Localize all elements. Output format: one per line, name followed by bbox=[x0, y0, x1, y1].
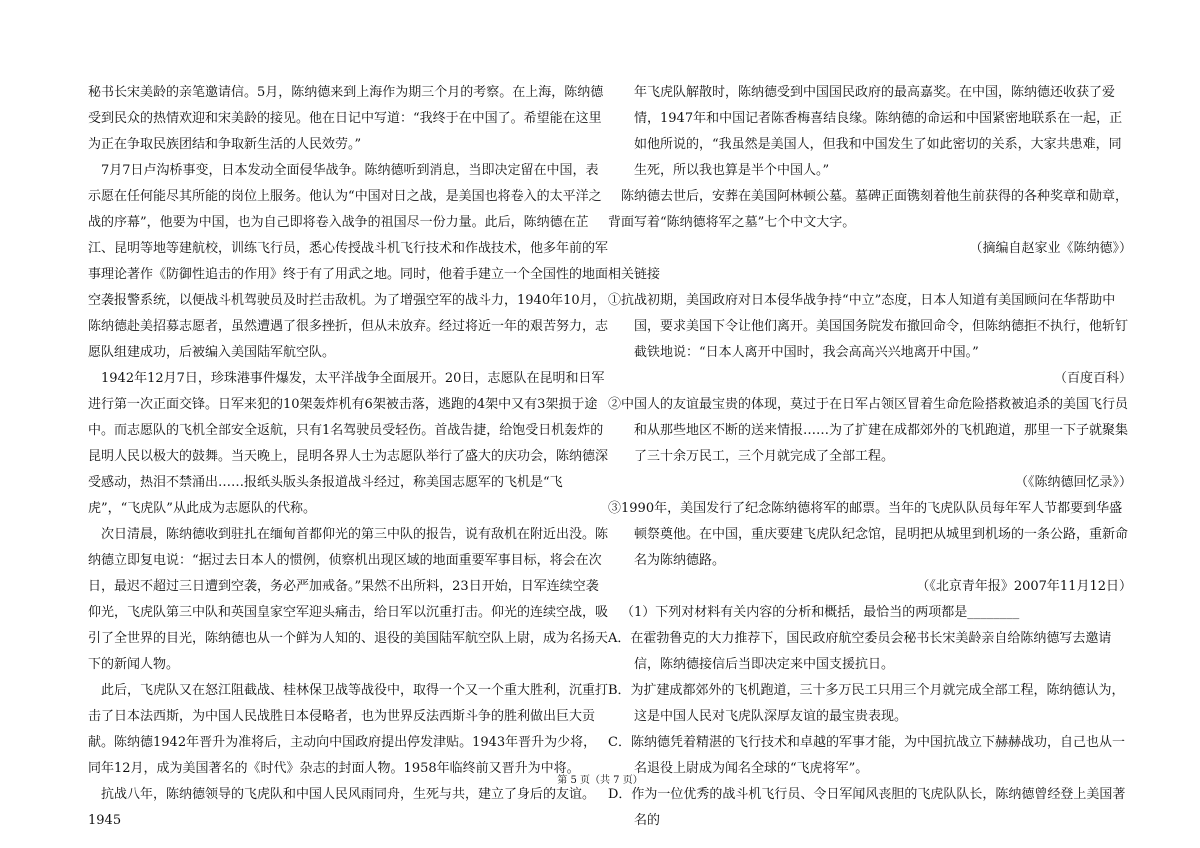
related-link-item: ③1990年，美国发行了纪念陈纳德将军的邮票。当年的飞虎队队员每年军人节都要到华盛顿祭奠他。在中国，重庆要建飞虎队纪念馆，昆明把从城里到机场的一条公路，重新命名为陈纳德路。 bbox=[608, 501, 1129, 568]
source-citation: （摘编自赵家业《陈纳德》） bbox=[969, 241, 1132, 256]
related-links-title: 相关链接 bbox=[608, 267, 661, 282]
right-column bbox=[608, 80, 1132, 834]
paragraph: 次日清晨，陈纳德收到驻扎在缅甸首都仰光的第三中队的报告，说有敌机在附近出没。陈纳德立即复电说：“据过去日本人的惯例，侦察机出现区域的地面重要军事目标，将会在次日，最迟不超过三日遭到空袭，务必严加戒备。”果然不出所料，23日开始，日军连续空袭仰光，飞虎队第三中队和英国皇家空军迎头痛击，给日军以沉重打击。仰光的连续空战，吸引了全世界的目光，陈纳德也从一个鲜为人知的、退役的美国陆军航空队上尉，成为名扬天下的新闻人物。 bbox=[88, 527, 609, 672]
source-citation: （《北京青年报》2007年11月12日） bbox=[916, 579, 1132, 594]
page-footer: 第 5 页（共 7 页） bbox=[557, 775, 643, 786]
paragraph: 7月7日卢沟桥事变，日本发动全面侵华战争。陈纳德听到消息，当即决定留在中国，表示愿在任何能尽其所能的岗位上服务。他认为“中国对日之战，是美国也将卷入的太平洋之战的序幕”，他要为中国，也为自己即将卷入战争的祖国尽一份力量。此后，陈纳德在芷江、昆明等地等建航校，训练飞行员，悉心传授战斗机飞行技术和作战技术，他多年前的军事理论著作《防御性追击的作用》终于有了用武之地。同时，他着手建立一个全国性的地面空袭报警系统，以便战斗机驾驶员及时拦击敌机。为了增强空军的战斗力，1940年10月，陈纳德赴美招募志愿者，虽然遭遇了很多挫折，但从未放弃。经过将近一年的艰苦努力，志愿队组建成功，后被编入美国陆军航空队。 bbox=[88, 163, 609, 360]
answer-option-a: A．在霍勃鲁克的大力推荐下，国民政府航空委员会秘书长宋美龄亲自给陈纳德写去邀请信，陈纳德接信后当即决定来中国支援抗日。 bbox=[608, 631, 1112, 672]
source-citation: （百度百科） bbox=[1053, 371, 1132, 386]
question-stem: （1）下列对材料有关内容的分析和概括，最恰当的两项都是________ bbox=[621, 605, 1020, 620]
related-link-item: ②中国人的友谊最宝贵的体现，莫过于在日军占领区冒着生命危险搭救被追杀的美国飞行员和从那些地区不断的送来情报……为了扩建在成都郊外的飞机跑道，那里一下子就聚集了三十余万民工，三个月就完成了全部工程。 bbox=[608, 397, 1129, 464]
paragraph: 陈纳德去世后，安葬在美国阿林顿公墓。墓碑正面镌刻着他生前获得的各种奖章和勋章，背面写着“陈纳德将军之墓”七个中文大字。 bbox=[608, 189, 1129, 230]
answer-option-c: C．陈纳德凭着精湛的飞行技术和卓越的军事才能，为中国抗战立下赫赫战功，自己也从一名退役上尉成为闻名全球的“飞虎将军”。 bbox=[608, 735, 1125, 776]
answer-option-b: B．为扩建成都郊外的飞机跑道，三十多万民工只用三个月就完成全部工程，陈纳德认为，这是中国人民对飞虎队深厚友谊的最宝贵表现。 bbox=[608, 683, 1125, 724]
paragraph: 1942年12月7日，珍珠港事件爆发，太平洋战争全面展开。20日，志愿队在昆明和日军进行第一次正面交锋。日军来犯的10架轰炸机有6架被击落，逃跑的4架中又有3架损于途中。而志愿队的飞机全部安全返航，只有1名驾驶员受轻伤。首战告捷，给饱受日机轰炸的昆明人民以极大的鼓舞。当天晚上，昆明各界人士为志愿队举行了盛大的庆功会，陈纳德深受感动，热泪不禁涌出……报纸头版头条报道战斗经过，称美国志愿军的飞机是“飞虎”，“飞虎队”从此成为志愿队的代称。 bbox=[88, 371, 609, 516]
source-citation: （《陈纳德回忆录》） bbox=[1014, 475, 1132, 490]
paragraph: 秘书长宋美龄的亲笔邀请信。5月，陈纳德来到上海作为期三个月的考察。在上海，陈纳德受到民众的热情欢迎和宋美龄的接见。他在日记中写道：“我终于在中国了。希望能在这里为正在争取民族团结和争取新生活的人民效劳。” bbox=[88, 85, 604, 152]
paragraph: 年飞虎队解散时，陈纳德受到中国国民政府的最高嘉奖。在中国，陈纳德还收获了爱情，1947年和中国记者陈香梅喜结良缘。陈纳德的命运和中国紧密地联系在一起，正如他所说的，“我虽然是美国人，但我和中国发生了如此密切的关系，大家共患难，同生死，所以我也算是半个中国人。” bbox=[634, 85, 1123, 178]
related-link-item: ①抗战初期，美国政府对日本侵华战争持“中立”态度，日本人知道有美国顾问在华帮助中国，要求美国下令让他们离开。美国国务院发布撤回命令，但陈纳德拒不执行，他斩钉截铁地说：“日本人离开中国时，我会高高兴兴地离开中国。” bbox=[608, 293, 1129, 360]
answer-option-d: D．作为一位优秀的战斗机飞行员、令日军闻风丧胆的飞虎队队长，陈纳德曾经登上美国著名的 bbox=[608, 787, 1126, 828]
left-column bbox=[88, 80, 608, 834]
paragraph: 此后，飞虎队又在怒江阻截战、桂林保卫战等战役中，取得一个又一个重大胜利，沉重打击了日本法西斯，为中国人民战胜日本侵略者，也为世界反法西斯斗争的胜利做出巨大贡献。陈纳德1942年晋升为准将后，主动向中国政府提出停发津贴。1943年晋升为少将，同年12月，成为美国著名的《时代》杂志的封面人物。1958年临终前又晋升为中将。 bbox=[88, 683, 609, 776]
paragraph: 抗战八年，陈纳德领导的飞虎队和中国人民风雨同舟，生死与共，建立了身后的友谊。1945 bbox=[88, 787, 596, 828]
